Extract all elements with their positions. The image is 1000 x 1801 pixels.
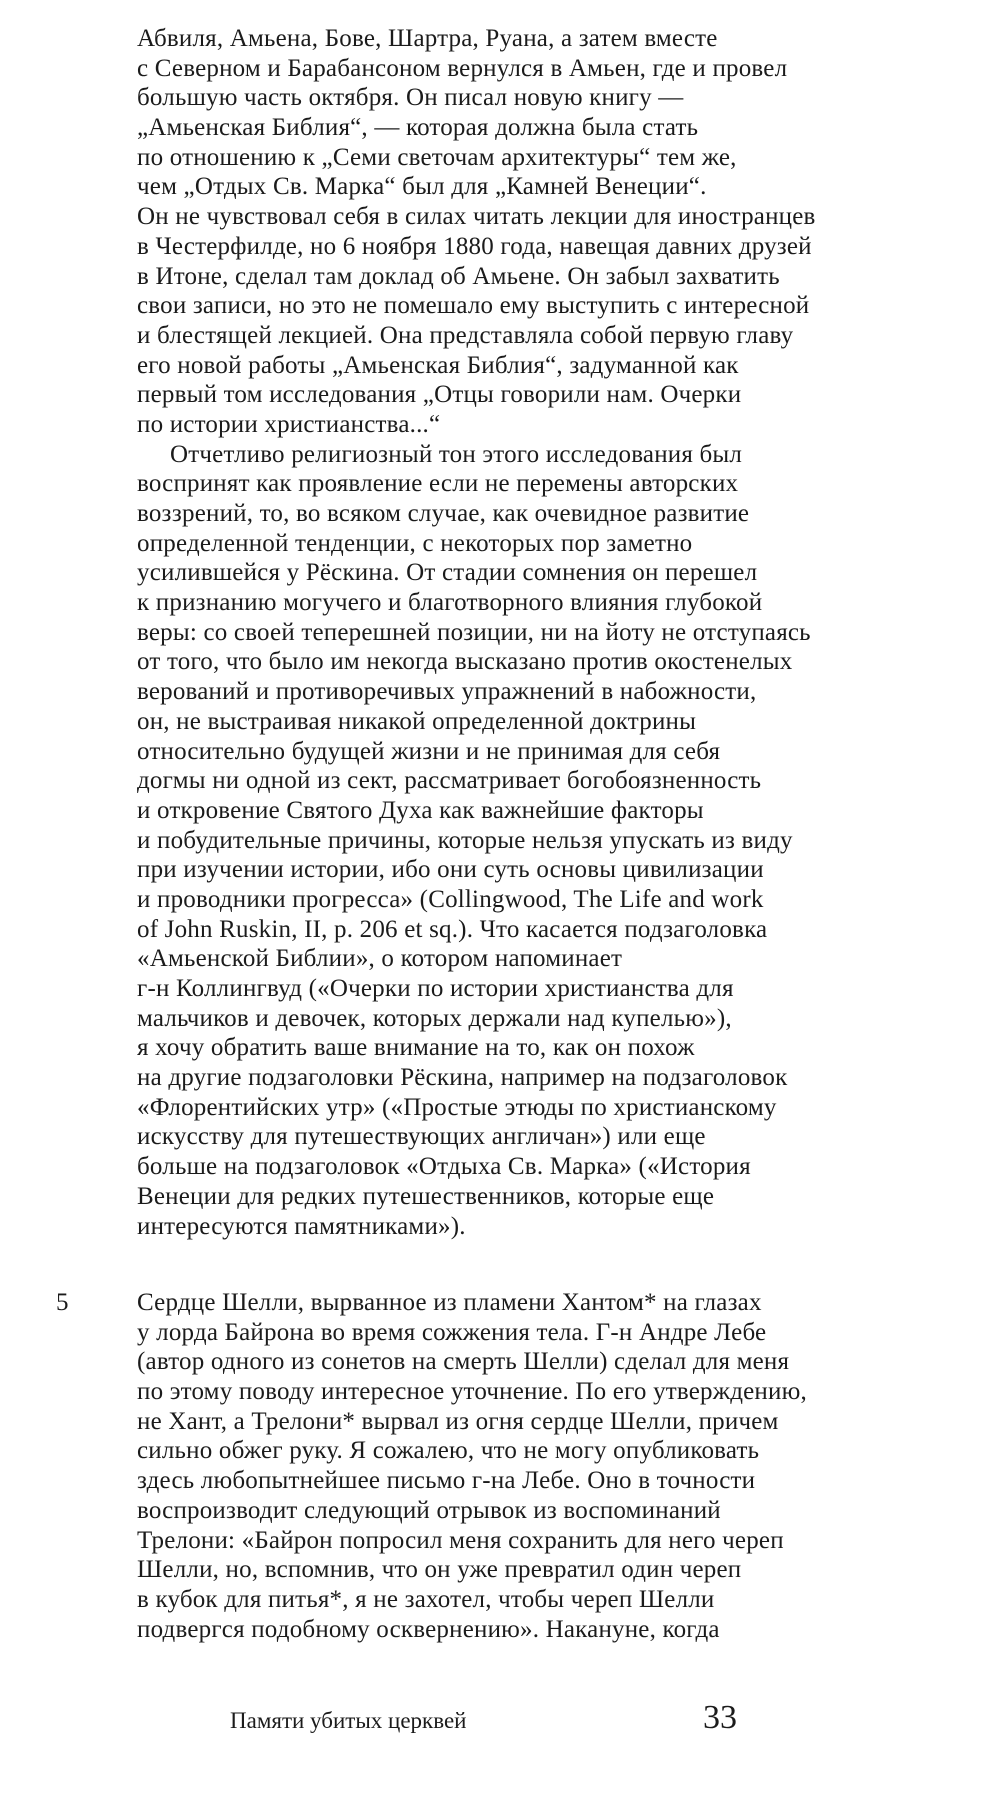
text-line: мальчиков и девочек, которых держали над купелью»), xyxy=(137,1004,732,1032)
text-line: большую часть октября. Он писал новую книгу — xyxy=(137,84,684,112)
text-line: «Амьенской Библии», о котором напоминает xyxy=(137,945,623,973)
text-line: в Итоне, сделал там доклад об Амьене. Он забыл захватить xyxy=(137,262,780,290)
text-line: усилившейся у Рёскина. От стадии сомнения он перешел xyxy=(137,559,758,587)
text-line: Абвиля, Амьена, Бове, Шартра, Руана, а затем вместе xyxy=(137,25,718,52)
note-text-block xyxy=(137,1288,967,1644)
note-line: Сердце Шелли, вырванное из пламени Хантом* на глазах xyxy=(137,1289,762,1316)
text-line: при изучении истории, ибо они суть основы цивилизации xyxy=(137,856,764,884)
text-line: и откровение Святого Духа как важнейшие факторы xyxy=(137,796,704,824)
text-line: первый том исследования „Отцы говорили нам. Очерки xyxy=(137,381,742,409)
note-line: Трелони: «Байрон попросил меня сохранить для него череп xyxy=(137,1526,784,1554)
text-line: и проводники прогресса» (Collingwood, The Life and work xyxy=(137,885,764,913)
text-line: я хочу обратить ваше внимание на то, как он похож xyxy=(137,1034,695,1062)
text-line: г-н Коллингвуд («Очерки по истории христианства для xyxy=(137,975,734,1002)
text-line: в Честерфилде, но 6 ноября 1880 года, навещая давних друзей xyxy=(137,232,812,260)
text-line: определенной тенденции, с некоторых пор заметно xyxy=(137,529,693,557)
text-line: искусству для путешествующих англичан») или еще xyxy=(137,1123,706,1151)
text-line: больше на подзаголовок «Отдыха Св. Марка» («История xyxy=(137,1153,751,1181)
note-line: в кубок для питья*, я не захотел, чтобы череп Шелли xyxy=(137,1585,715,1613)
text-line: относительно будущей жизни и не принимая для себя xyxy=(137,737,721,765)
paragraph-first-line: Отчетливо религиозный тон этого исследования был xyxy=(170,440,743,468)
text-line: и побудительные причины, которые нельзя упускать из виду xyxy=(137,826,793,854)
note-number: 5 xyxy=(56,1289,69,1316)
text-line: „Амьенская Библия“, — которая должна была стать xyxy=(137,114,699,142)
text-line: верований и противоречивых упражнений в набожности, xyxy=(137,678,757,706)
note-line: Шелли, но, вспомнив, что он уже превратил один череп xyxy=(137,1556,742,1584)
text-line: догмы ни одной из сект, рассматривает богобоязненность xyxy=(137,767,762,795)
text-line: веры: со своей теперешней позиции, ни на йоту не отступаясь xyxy=(137,618,811,646)
text-line: воззрений, то, во всяком случае, как очевидное развитие xyxy=(137,500,750,527)
text-line: свои записи, но это не помешало ему выступить с интересной xyxy=(137,292,810,320)
text-line: of John Ruskin, II, p. 206 et sq.). Что касается подзаголовка xyxy=(137,915,768,943)
running-title: Памяти убитых церквей xyxy=(230,1708,467,1733)
note-line: не Хант, а Трелони* вырвал из огня сердце Шелли, причем xyxy=(137,1407,779,1435)
main-text-block xyxy=(137,24,967,1241)
page-number: 33 xyxy=(703,1699,737,1736)
text-line: интересуются памятниками»). xyxy=(137,1212,466,1240)
text-line: от того, что было им некогда высказано против окостенелых xyxy=(137,648,793,676)
text-line: «Флорентийских утр» («Простые этюды по христианскому xyxy=(137,1093,777,1121)
text-line: по отношению к „Семи светочам архитектуры“ тем же, xyxy=(137,143,737,171)
note-line: воспроизводит следующий отрывок из воспоминаний xyxy=(137,1496,721,1524)
text-line: он, не выстраивая никакой определенной доктрины xyxy=(137,707,697,735)
text-line: по истории христианства...“ xyxy=(137,410,441,438)
note-line: у лорда Байрона во время сожжения тела. Г-н Андре Лебе xyxy=(137,1318,767,1346)
note-line: по этому поводу интересное уточнение. По его утверждению, xyxy=(137,1378,807,1406)
text-line: чем „Отдых Св. Марка“ был для „Камней Венеции“. xyxy=(137,173,707,201)
note-line: сильно обжег руку. Я сожалею, что не могу опубликовать xyxy=(137,1437,760,1465)
text-line: воспринят как проявление если не перемены авторских xyxy=(137,470,739,498)
text-line: его новой работы „Амьенская Библия“, задуманной как xyxy=(137,351,739,379)
text-line: с Северном и Барабансоном вернулся в Амьен, где и провел xyxy=(137,54,788,82)
note-line: подвергся подобному осквернению». Накануне, когда xyxy=(137,1615,720,1643)
note-line: (автор одного из сонетов на смерть Шелли) сделал для меня xyxy=(137,1348,790,1376)
text-line: на другие подзаголовки Рёскина, например на подзаголовок xyxy=(137,1064,788,1092)
text-line: и блестящей лекцией. Она представляла собой первую главу xyxy=(137,321,794,349)
text-line: к признанию могучего и благотворного влияния глубокой xyxy=(137,589,763,617)
text-line: Он не чувствовал себя в силах читать лекции для иностранцев xyxy=(137,203,816,231)
text-line: Венеции для редких путешественников, которые еще xyxy=(137,1182,715,1210)
note-line: здесь любопытнейшее письмо г-на Лебе. Оно в точности xyxy=(137,1467,756,1495)
